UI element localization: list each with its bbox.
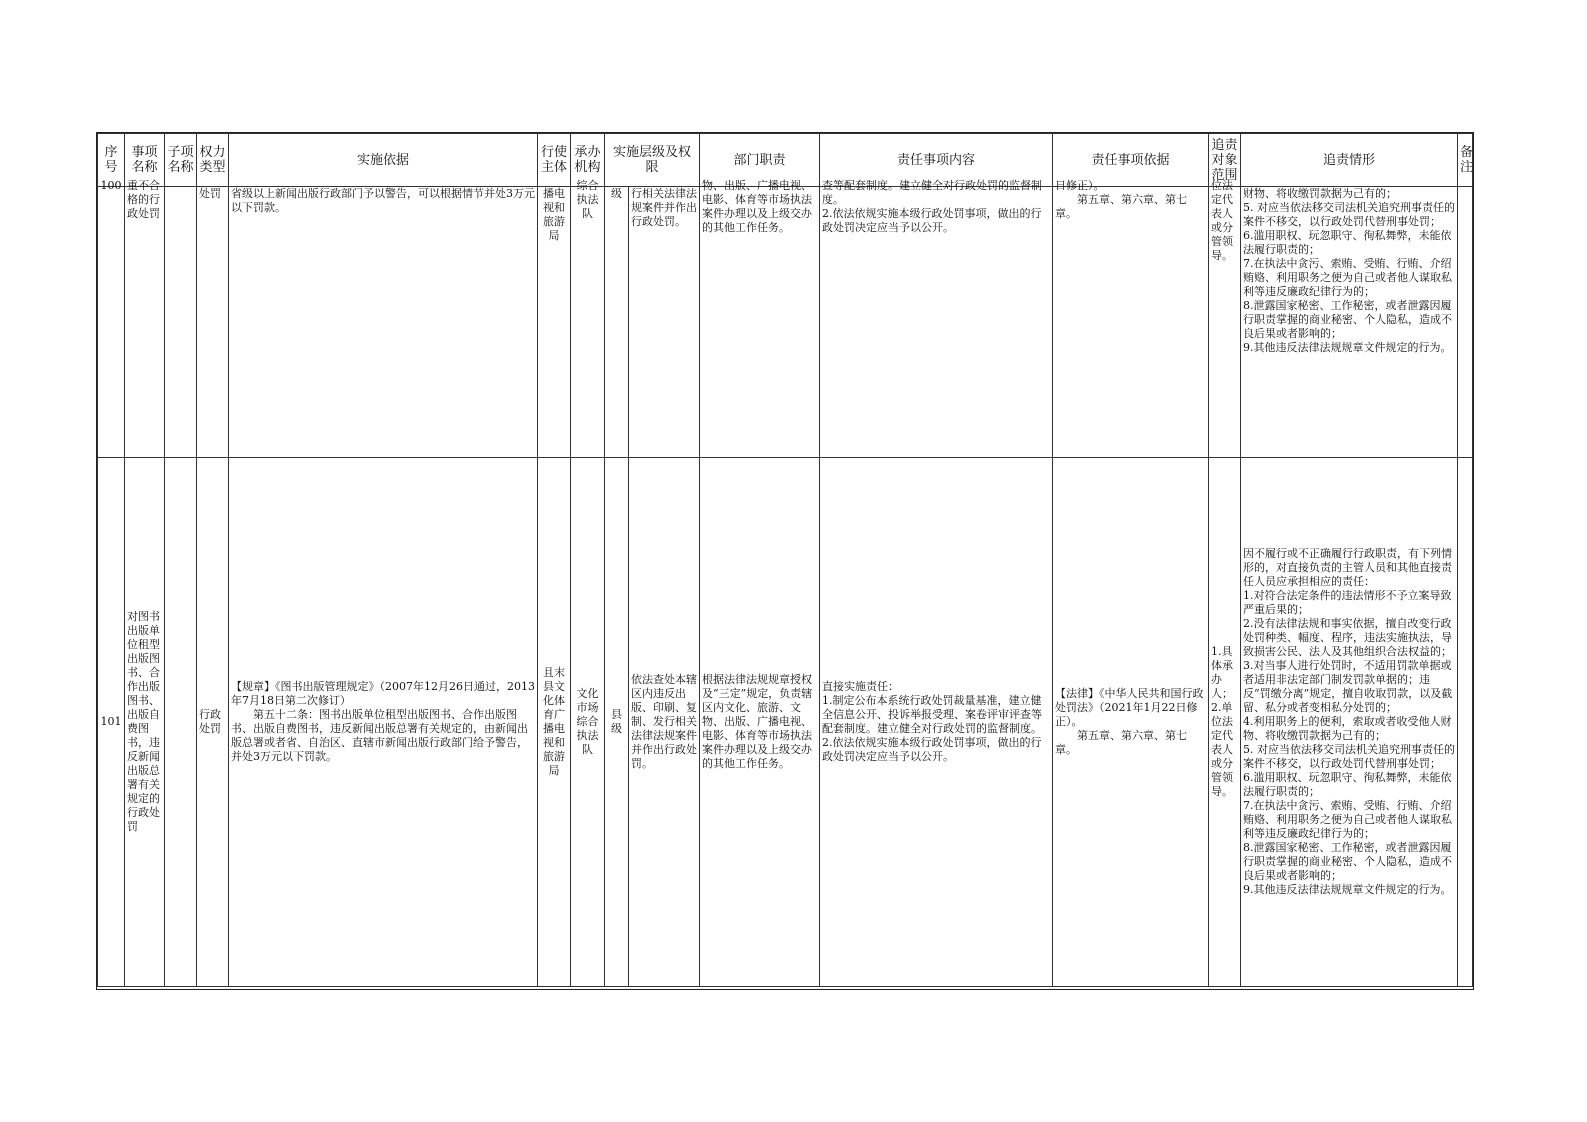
subject-text: 播电视和旅游局 [543,187,565,242]
cell-seq: 101 [98,458,125,987]
resp-basis-line-2: 第五章、第六章、第七章。 [1055,729,1188,756]
acc-line: 2.没有法律法规和事实依据，擅自改变行政处罚种类、幅度、程序，违法实施执法，导致损害公民、法人及其他组织合法权益的； [1243,617,1453,658]
basis-text: 省级以上新闻出版行政部门予以警告，可以根据情节并处3万元以下罚款。 [231,187,535,214]
cell-scope [1209,458,1241,987]
cell-level-left [605,187,629,458]
acc-line: 5. 对应当依法移交司法机关追究刑事责任的案件不移交，以行政处罚代替刑事处罚； [1243,201,1456,228]
cell-sub-name [165,458,197,987]
resp-basis-line-2: 第五章、第六章、第七章。 [1055,193,1188,220]
acc-line: 7.在执法中贪污、索贿、受贿、行贿、介绍贿赂、利用职务之便为自己或者他人谋取私利等违反廉政纪律行为的； [1243,799,1453,840]
header-sub-name: 子项名称 [165,134,197,187]
header-resp-content: 责任事项内容 [820,134,1053,187]
table-row-101 [98,458,1473,987]
acc-line: 8.泄露国家秘密、工作秘密，或者泄露因履行职责掌握的商业秘密、个人隐私，造成不良后果或者影响的； [1243,299,1453,340]
header-remark: 备注 [1458,134,1473,187]
power-list-table [97,133,1473,987]
scope-line-1: 1.具体承办人； [1211,645,1234,700]
cell-resp-content [820,458,1053,987]
header-item-name: 事项名称 [125,134,165,187]
resp-content-line-2: 2.依法依规实施本级行政处罚事项，做出的行政处罚决定应当予以公开。 [822,207,1042,234]
acc-line: 财物、将收缴罚款据为己有的； [1243,187,1398,200]
header-accountability: 追责情形 [1241,134,1458,187]
basis-line-2: 第五十二条：图书出版单位租型出版图书、合作出版图书、出版自费图书，违反新闻出版总署有关规定的，由新闻出版总署或者省、自治区、直辖市新闻出版行政部门给予警告，并处3万元以下罚款。 [231,708,528,763]
cell-scope [1209,179,1241,458]
cell-duty: 根据法律法规规章授权及“三定”规定，负责辖区内文化、旅游、文物、出版、广播电视、电影、体育等市场执法案件办理以及上级交办的其他工作任务。 [700,458,820,987]
acc-line: 5. 对应当依法移交司法机关追究刑事责任的案件不移交，以行政处罚代替刑事处罚； [1243,743,1456,770]
scope-line-2: 2.单位法定代表人或分管领导。 [1211,701,1234,798]
resp-basis-line-1: 日修正）。 [1055,179,1105,192]
header-scope: 追责对象范围 [1209,134,1241,187]
header-seq: 序号 [98,134,125,187]
cell-level-right: 依法查处本辖区内违反出版、印刷、复制、发行相关法律法规案件并作出行政处罚。 [629,458,700,987]
agency-text: 综合执法队 [576,179,599,220]
basis-line-1: 【规章】《图书出版管理规定》（2007年12月26日通过，2013年7月18日第二次修订） [231,680,535,707]
resp-content-line-1: 1.制定公布本系统行政处罚裁量基准，建立健全信息公开、投诉举报受理、案卷评审评查等配套制度。建立健全对行政处罚的监督制度。 [822,694,1043,735]
header-agency: 承办机构 [571,134,605,187]
table-row-100 [98,187,1473,458]
cell-accountability [1241,187,1458,458]
cell-basis [229,187,538,458]
resp-content-head: 直接实施责任： [822,680,900,693]
cell-item-name: 对图书出版单位租型出版图书、合作出版图书、出版自费图书，违反新闻出版总署有关规定的行政处罚 [125,458,165,987]
header-resp-basis: 责任事项依据 [1053,134,1209,187]
level-right-text: 行相关法律法规案件并作出行政处罚。 [631,187,697,228]
acc-line: 6.滥用职权、玩忽职守、徇私舞弊，未能依法履行职责的； [1243,771,1452,798]
cell-agency [571,179,605,458]
cell-duty [700,179,820,458]
cell-subject [538,187,571,458]
acc-line: 7.在执法中贪污、索贿、受贿、行贿、介绍贿赂、利用职务之便为自己或者他人谋取私利等违反廉政纪律行为的； [1243,257,1453,298]
cell-resp-basis [1053,458,1209,987]
resp-basis-line-1: 【法律】《中华人民共和国行政处罚法》（2021年1月22日修正）。 [1055,687,1204,728]
acc-line: 1.对符合法定条件的违法情形不予立案导致严重后果的； [1243,589,1452,616]
cell-basis [229,458,538,987]
cell-item-name [125,179,165,458]
acc-line: 8.泄露国家秘密、工作秘密，或者泄露因履行职责掌握的商业秘密、个人隐私，造成不良后果或者影响的； [1243,841,1453,882]
cell-level-left: 县级 [605,458,629,987]
scope-text: 位法定代表人或分管领导。 [1211,179,1234,262]
header-basis: 实施依据 [229,134,538,187]
power-type-text: 处罚 [199,187,221,200]
cell-agency: 文化市场综合执法队 [571,458,605,987]
item-name-text: 重不合格的行政处罚 [127,179,160,220]
acc-line: 6.滥用职权、玩忽职守、徇私舞弊，未能依法履行职责的； [1243,229,1452,256]
header-duty: 部门职责 [700,134,820,187]
resp-content-line-2: 2.依法依规实施本级行政处罚事项，做出的行政处罚决定应当予以公开。 [822,736,1042,763]
resp-content-line-1: 查等配套制度。建立健全对行政处罚的监督制度。 [822,179,1043,206]
duty-text: 物、出版、广播电视、电影、体育等市场执法案件办理以及上级交办的其他工作任务。 [702,179,813,234]
acc-line: 9.其他违反法律法规规章文件规定的行为。 [1243,883,1452,896]
level-left-text: 级 [611,187,622,200]
cell-accountability [1241,458,1458,987]
cell-resp-content [820,179,1053,458]
cell-level-right [629,187,700,458]
acc-line: 9.其他违反法律法规规章文件规定的行为。 [1243,341,1452,354]
cell-remark [1458,458,1473,987]
header-subject: 行使主体 [538,134,571,187]
header-level: 实施层级及权限 [605,134,700,187]
acc-line: 3.对当事人进行处罚时，不适用罚款单据或者适用非法定部门制发罚款单据的；违反“罚缴分离”规定，擅自收取罚款，以及截留、私分或者变相私分处罚的； [1243,659,1453,714]
cell-power-type: 行政处罚 [197,458,229,987]
cell-sub-name [165,187,197,458]
power-list-table-sheet [96,132,1474,990]
cell-seq [98,179,125,458]
cell-subject: 且末县文化体育广播电视和旅游局 [538,458,571,987]
cell-remark [1458,187,1473,458]
seq-text: 100 [100,179,122,192]
cell-power-type [197,187,229,458]
header-power-type: 权力类型 [197,134,229,187]
acc-line: 4.利用职务上的便利，索取或者收受他人财物、将收缴罚款据为己有的； [1243,715,1452,742]
cell-resp-basis [1053,179,1209,458]
acc-line: 因不履行或不正确履行行政职责，有下列情形的，对直接负责的主管人员和其他直接责任人员应承担相应的责任： [1243,547,1453,588]
